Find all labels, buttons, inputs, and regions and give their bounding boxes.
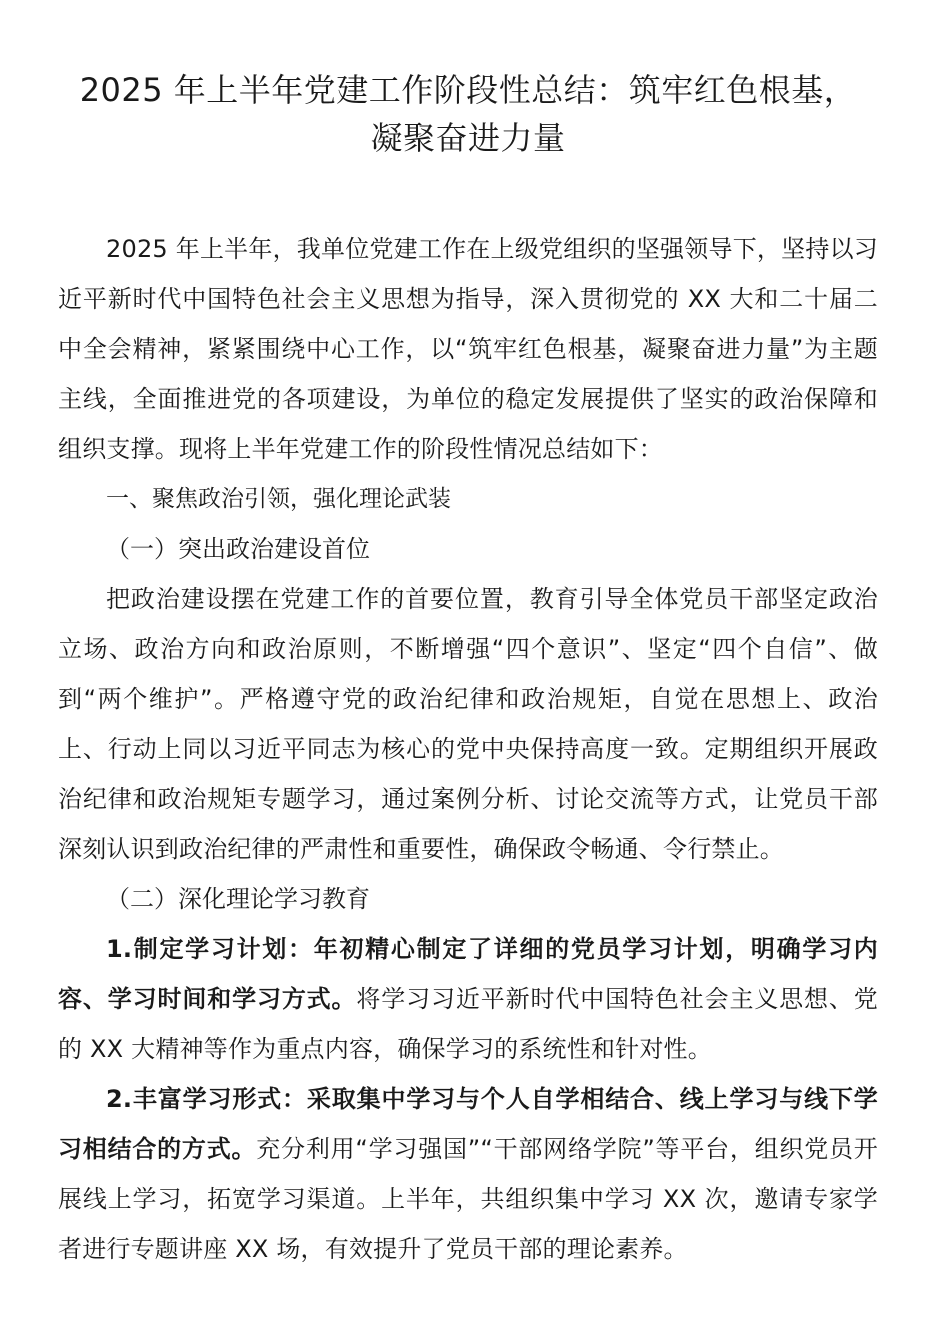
title-line-1: 2025 年上半年党建工作阶段性总结：筑牢红色根基，: [79, 71, 857, 109]
item-1-lead: 1.制定学习计划：年初精心制定了详细的党员学习计划，明确学习内容、学习时间和学习方式。: [58, 935, 878, 1013]
item-2-lead: 2.丰富学习形式：采取集中学习与个人自学相结合、线上学习与线下学习相结合的方式。: [58, 1085, 878, 1163]
subsection-1-heading: （一）突出政治建设首位: [106, 535, 370, 563]
item-2-paragraph: [58, 1074, 878, 1274]
item-1-body: 将学习习近平新时代中国特色社会主义思想、党的 XX 大精神等作为重点内容，确保学习的系统性和针对性。: [58, 985, 878, 1063]
section-1-heading: 一、聚焦政治引领，强化理论武装: [106, 486, 451, 512]
document-body: [58, 224, 878, 1274]
title-line-2: 凝聚奋进力量: [370, 119, 566, 157]
item-1-paragraph: [58, 924, 878, 1074]
intro-paragraph: 2025 年上半年，我单位党建工作在上级党组织的坚强领导下，坚持以习近平新时代中国特色社会主义思想为指导，深入贯彻党的 XX 大和二十届二中全会精神，紧紧围绕中心工作，以“筑牢红色根基，凝聚奋进力量”为主题主线，全面推进党的各项建设，为单位的稳定发展提供了坚实的政治保障和组织支撑。现将上半年党建工作的阶段性情况总结如下：: [58, 235, 878, 463]
document-page: [58, 66, 878, 1274]
subsection-1-paragraph: 把政治建设摆在党建工作的首要位置，教育引导全体党员干部坚定政治立场、政治方向和政治原则，不断增强“四个意识”、坚定“四个自信”、做到“两个维护”。严格遵守党的政治纪律和政治规矩，自觉在思想上、政治上、行动上同以习近平同志为核心的党中央保持高度一致。定期组织开展政治纪律和政治规矩专题学习，通过案例分析、讨论交流等方式，让党员干部深刻认识到政治纪律的严肃性和重要性，确保政令畅通、令行禁止。: [58, 585, 878, 863]
subsection-2-heading: （二）深化理论学习教育: [106, 885, 370, 913]
item-2-body: 充分利用“学习强国”“干部网络学院”等平台，组织党员开展线上学习，拓宽学习渠道。上半年，共组织集中学习 XX 次，邀请专家学者进行专题讲座 XX 场，有效提升了党员干部的理论素养。: [58, 1135, 878, 1263]
document-title: [58, 66, 878, 162]
